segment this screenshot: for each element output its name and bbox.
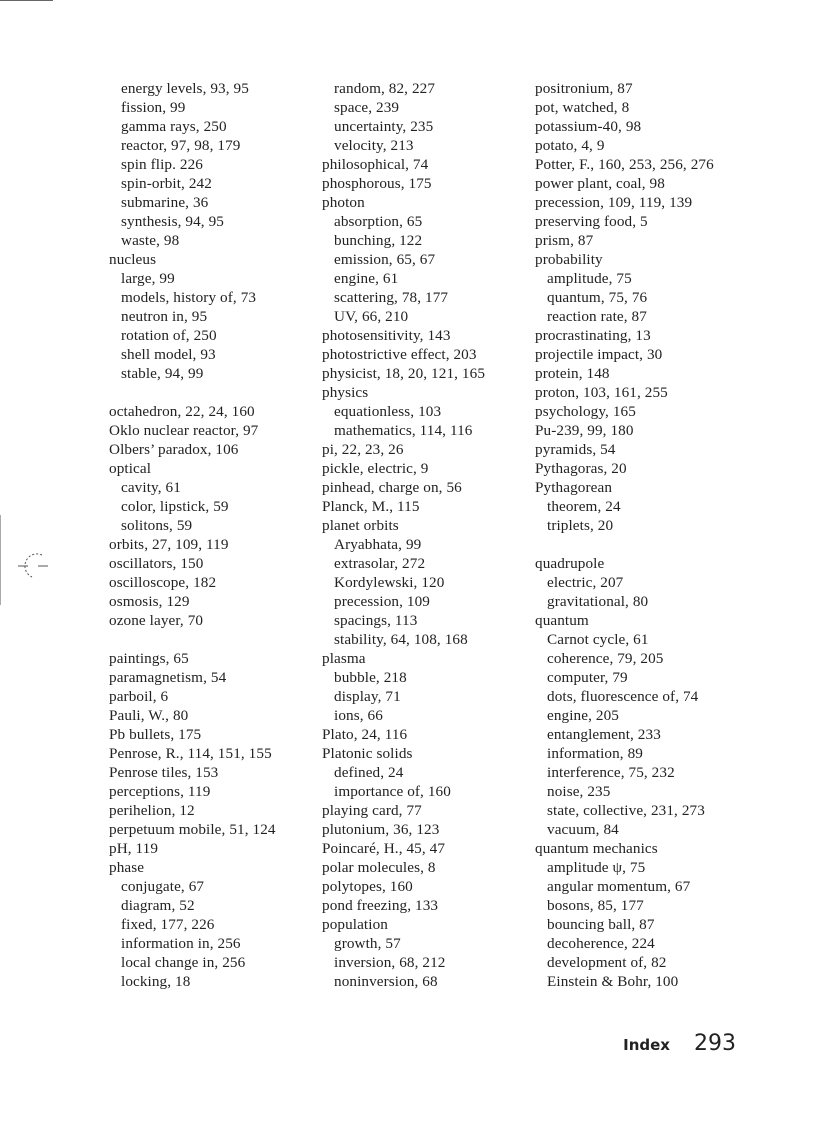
index-entry: pi, 22, 23, 26 xyxy=(322,441,404,458)
index-entry: population xyxy=(322,916,388,933)
index-subentry: amplitude ψ, 75 xyxy=(547,859,646,876)
index-entry: paramagnetism, 54 xyxy=(109,669,227,686)
index-entry: Pauli, W., 80 xyxy=(109,707,189,724)
index-subentry: engine, 61 xyxy=(334,270,399,287)
index-entry: proton, 103, 161, 255 xyxy=(535,384,668,401)
index-entry: ozone layer, 70 xyxy=(109,612,204,629)
running-footer-label: Index xyxy=(623,1036,670,1054)
index-entry: prism, 87 xyxy=(535,232,594,249)
index-subentry: shell model, 93 xyxy=(121,346,216,363)
index-subentry: reaction rate, 87 xyxy=(547,308,647,325)
index-subentry: interference, 75, 232 xyxy=(547,764,675,781)
index-entry: polytopes, 160 xyxy=(322,878,413,895)
index-subentry: electric, 207 xyxy=(547,574,624,591)
index-subentry: quantum, 75, 76 xyxy=(547,289,648,306)
index-subentry: space, 239 xyxy=(334,99,400,116)
index-spacer xyxy=(535,535,714,554)
index-subentry: UV, 66, 210 xyxy=(334,308,409,325)
index-entry: procrastinating, 13 xyxy=(535,327,651,344)
index-entry: perihelion, 12 xyxy=(109,802,195,819)
index-entry: Planck, M., 115 xyxy=(322,498,420,515)
index-subentry: ions, 66 xyxy=(334,707,383,724)
index-entry: nucleus xyxy=(109,251,157,268)
index-entry: Oklo nuclear reactor, 97 xyxy=(109,422,259,439)
index-entry: polar molecules, 8 xyxy=(322,859,436,876)
index-subentry: rotation of, 250 xyxy=(121,327,217,344)
index-entry: potato, 4, 9 xyxy=(535,137,605,154)
index-subentry: extrasolar, 272 xyxy=(334,555,426,572)
index-entry: Pu-239, 99, 180 xyxy=(535,422,634,439)
index-subentry: energy levels, 93, 95 xyxy=(121,80,249,97)
crop-mark-icon xyxy=(0,515,60,605)
index-entry: photon xyxy=(322,194,365,211)
index-subentry: development of, 82 xyxy=(547,954,667,971)
index-entry: octahedron, 22, 24, 160 xyxy=(109,403,255,420)
index-entry: pond freezing, 133 xyxy=(322,897,439,914)
index-entry: pot, watched, 8 xyxy=(535,99,630,116)
index-subentry: local change in, 256 xyxy=(121,954,246,971)
index-entry: potassium-40, 98 xyxy=(535,118,642,135)
index-subentry: inversion, 68, 212 xyxy=(334,954,446,971)
index-subentry: velocity, 213 xyxy=(334,137,414,154)
index-subentry: dots, fluorescence of, 74 xyxy=(547,688,699,705)
index-subentry: color, lipstick, 59 xyxy=(121,498,229,515)
index-subentry: spin-orbit, 242 xyxy=(121,175,212,192)
index-subentry: bunching, 122 xyxy=(334,232,423,249)
index-entry: Pb bullets, 175 xyxy=(109,726,202,743)
index-entry: Penrose tiles, 153 xyxy=(109,764,219,781)
index-subentry: emission, 65, 67 xyxy=(334,251,436,268)
index-entry: pyramids, 54 xyxy=(535,441,616,458)
index-entry: precession, 109, 119, 139 xyxy=(535,194,693,211)
index-subentry: submarine, 36 xyxy=(121,194,209,211)
index-subentry: synthesis, 94, 95 xyxy=(121,213,224,230)
index-subentry: cavity, 61 xyxy=(121,479,181,496)
index-subentry: gravitational, 80 xyxy=(547,593,649,610)
index-subentry: noise, 235 xyxy=(547,783,611,800)
index-subentry: amplitude, 75 xyxy=(547,270,632,287)
index-subentry: computer, 79 xyxy=(547,669,628,686)
index-entry: protein, 148 xyxy=(535,365,610,382)
index-subentry: fission, 99 xyxy=(121,99,186,116)
index-entry: photosensitivity, 143 xyxy=(322,327,451,344)
index-spacer xyxy=(109,630,276,649)
index-subentry: importance of, 160 xyxy=(334,783,451,800)
index-entry: positronium, 87 xyxy=(535,80,633,97)
index-entry: Poincaré, H., 45, 47 xyxy=(322,840,446,857)
index-entry: Olbers’ paradox, 106 xyxy=(109,441,239,458)
index-entry: oscillators, 150 xyxy=(109,555,204,572)
index-entry: Plato, 24, 116 xyxy=(322,726,408,743)
index-entry: Pythagorean xyxy=(535,479,613,496)
index-entry: playing card, 77 xyxy=(322,802,422,819)
index-subentry: spin flip. 226 xyxy=(121,156,203,173)
index-entry: projectile impact, 30 xyxy=(535,346,663,363)
index-subentry: triplets, 20 xyxy=(547,517,614,534)
index-entry: preserving food, 5 xyxy=(535,213,648,230)
index-subentry: state, collective, 231, 273 xyxy=(547,802,705,819)
index-subentry: Einstein & Bohr, 100 xyxy=(547,973,679,990)
index-entry: phosphorous, 175 xyxy=(322,175,432,192)
page-footer xyxy=(623,1031,736,1056)
index-subentry: information, 89 xyxy=(547,745,643,762)
index-entry: optical xyxy=(109,460,152,477)
index-subentry: random, 82, 227 xyxy=(334,80,436,97)
index-subentry: stable, 94, 99 xyxy=(121,365,204,382)
index-subentry: uncertainty, 235 xyxy=(334,118,434,135)
index-entry: paintings, 65 xyxy=(109,650,189,667)
index-subentry: defined, 24 xyxy=(334,764,404,781)
index-subentry: fixed, 177, 226 xyxy=(121,916,215,933)
index-subentry: precession, 109 xyxy=(334,593,430,610)
index-subentry: angular momentum, 67 xyxy=(547,878,691,895)
index-entry: pinhead, charge on, 56 xyxy=(322,479,462,496)
index-subentry: entanglement, 233 xyxy=(547,726,661,743)
index-subentry: solitons, 59 xyxy=(121,517,193,534)
index-subentry: reactor, 97, 98, 179 xyxy=(121,137,241,154)
index-entry: quantum mechanics xyxy=(535,840,658,857)
index-subentry: waste, 98 xyxy=(121,232,180,249)
index-entry: psychology, 165 xyxy=(535,403,636,420)
index-entry: oscilloscope, 182 xyxy=(109,574,217,591)
index-entry: quadrupole xyxy=(535,555,605,572)
index-column-2 xyxy=(322,79,485,991)
index-subentry: Carnot cycle, 61 xyxy=(547,631,649,648)
index-subentry: bubble, 218 xyxy=(334,669,407,686)
index-column-3 xyxy=(535,79,714,991)
index-subentry: equationless, 103 xyxy=(334,403,442,420)
index-entry: Platonic solids xyxy=(322,745,413,762)
index-subentry: information in, 256 xyxy=(121,935,241,952)
index-entry: parboil, 6 xyxy=(109,688,169,705)
index-subentry: locking, 18 xyxy=(121,973,191,990)
index-entry: osmosis, 129 xyxy=(109,593,190,610)
index-entry: plasma xyxy=(322,650,366,667)
page-number: 293 xyxy=(694,1031,736,1056)
index-entry: phase xyxy=(109,859,145,876)
index-subentry: spacings, 113 xyxy=(334,612,418,629)
index-entry: perceptions, 119 xyxy=(109,783,211,800)
index-subentry: Aryabhata, 99 xyxy=(334,536,422,553)
index-entry: physicist, 18, 20, 121, 165 xyxy=(322,365,486,382)
index-entry: power plant, coal, 98 xyxy=(535,175,665,192)
index-subentry: neutron in, 95 xyxy=(121,308,208,325)
index-entry: philosophical, 74 xyxy=(322,156,429,173)
index-column-1 xyxy=(109,79,276,991)
index-subentry: mathematics, 114, 116 xyxy=(334,422,473,439)
index-entry: orbits, 27, 109, 119 xyxy=(109,536,229,553)
top-rule xyxy=(0,0,53,1)
index-subentry: large, 99 xyxy=(121,270,175,287)
index-subentry: engine, 205 xyxy=(547,707,619,724)
index-subentry: conjugate, 67 xyxy=(121,878,205,895)
index-entry: probability xyxy=(535,251,603,268)
index-entry: perpetuum mobile, 51, 124 xyxy=(109,821,276,838)
index-entry: Pythagoras, 20 xyxy=(535,460,627,477)
index-entry: quantum xyxy=(535,612,589,629)
index-subentry: scattering, 78, 177 xyxy=(334,289,449,306)
index-subentry: models, history of, 73 xyxy=(121,289,257,306)
index-subentry: vacuum, 84 xyxy=(547,821,619,838)
index-subentry: gamma rays, 250 xyxy=(121,118,227,135)
index-entry: planet orbits xyxy=(322,517,399,534)
index-entry: Potter, F., 160, 253, 256, 276 xyxy=(535,156,714,173)
index-subentry: theorem, 24 xyxy=(547,498,621,515)
index-subentry: coherence, 79, 205 xyxy=(547,650,664,667)
index-entry: Penrose, R., 114, 151, 155 xyxy=(109,745,272,762)
index-spacer xyxy=(109,383,276,402)
index-entry: photostrictive effect, 203 xyxy=(322,346,477,363)
index-subentry: noninversion, 68 xyxy=(334,973,438,990)
index-subentry: stability, 64, 108, 168 xyxy=(334,631,468,648)
index-entry: physics xyxy=(322,384,369,401)
index-entry: pH, 119 xyxy=(109,840,159,857)
index-subentry: display, 71 xyxy=(334,688,401,705)
index-subentry: absorption, 65 xyxy=(334,213,423,230)
index-subentry: bosons, 85, 177 xyxy=(547,897,644,914)
index-subentry: decoherence, 224 xyxy=(547,935,655,952)
index-subentry: diagram, 52 xyxy=(121,897,195,914)
index-entry: plutonium, 36, 123 xyxy=(322,821,440,838)
index-entry: pickle, electric, 9 xyxy=(322,460,429,477)
index-subentry: bouncing ball, 87 xyxy=(547,916,655,933)
index-subentry: Kordylewski, 120 xyxy=(334,574,445,591)
index-subentry: growth, 57 xyxy=(334,935,401,952)
